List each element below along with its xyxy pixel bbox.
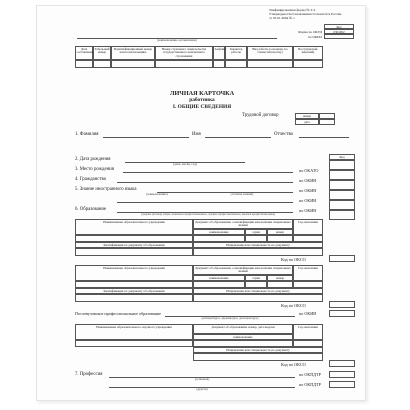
edu3-org-header: Наименование образовательного, научного учреждения	[75, 324, 193, 340]
okpdtr-label-2: по ОКПДТР	[299, 382, 321, 387]
edu1-year-value[interactable]	[293, 235, 323, 242]
postgrad-okin-value[interactable]	[329, 310, 355, 317]
edu3-spec-header: Направление или специальность по документу	[193, 347, 323, 353]
citizenship-label: 4. Гражданство	[75, 177, 107, 182]
lang-hint-name: (наименование)	[146, 192, 168, 196]
edu1-docname-value[interactable]	[193, 235, 245, 242]
edu3-org-value[interactable]	[75, 340, 193, 347]
edu1-number-header: номер	[267, 229, 293, 235]
edu2-number-value[interactable]	[267, 281, 293, 288]
edu1-docname-header: наименование	[193, 229, 245, 235]
okpdtr-value-2[interactable]	[329, 381, 355, 388]
td-snils[interactable]	[155, 60, 213, 68]
org-caption: (наименование организации)	[157, 38, 197, 42]
name-field[interactable]	[205, 137, 271, 138]
edu2-spec-header: Направление или специальность по документу	[193, 288, 323, 294]
edu2-okso-label: Код по ОКСО	[281, 303, 306, 308]
edu1-org-header: Наименование образовательного учреждения	[75, 219, 193, 235]
contract-date-label: дата	[295, 119, 319, 125]
edu1-okso-value[interactable]	[329, 255, 355, 262]
okpdtr-label-1: по ОКПДТР	[299, 372, 321, 377]
td-work-type[interactable]	[247, 60, 293, 68]
language-label: 5. Знание иностранного языка	[75, 187, 137, 192]
edu1-spec-value[interactable]	[193, 248, 323, 256]
education-hint: (среднее (полное) общее, начальное профессиональное, среднее профессиональное, высшее профессиональное)	[140, 213, 276, 216]
edu1-series-header: серия	[245, 229, 267, 235]
edu3-okso-label: Код по ОКСО	[281, 362, 306, 367]
okato-label: по ОКАТО	[299, 168, 319, 173]
edu2-series-value[interactable]	[245, 281, 267, 288]
codes-column-header: Код	[329, 154, 355, 160]
edu2-docname-value[interactable]	[193, 281, 245, 288]
profession-other-hint: (другая)	[196, 387, 208, 391]
personal-card-form	[36, 5, 366, 401]
edu3-okso-value[interactable]	[329, 360, 355, 367]
td-tab-number[interactable]	[93, 60, 111, 68]
okin-label-2: по ОКИН	[299, 198, 317, 203]
contract-label: Трудовой договор	[242, 113, 279, 118]
language-field-2[interactable]	[117, 202, 293, 203]
code-cell-okato[interactable]	[329, 170, 355, 180]
edu1-qual-value[interactable]	[75, 248, 193, 256]
edu1-spec-header: Направление или специальность по документу	[193, 242, 323, 248]
oksm-label: по ОКИН	[299, 178, 317, 183]
th-snils: Номер страхового свидетельства государственного пенсионного страхования	[155, 46, 213, 60]
okud-value: 0301002	[324, 29, 354, 34]
code-cell-birth[interactable]	[329, 160, 355, 170]
td-alphabet[interactable]	[213, 60, 225, 68]
form-note-line: Утверждена Постановлением Госкомстата России	[269, 12, 342, 16]
edu2-series-header: серия	[245, 275, 267, 281]
edu1-series-value[interactable]	[245, 235, 267, 242]
code-cell-lang2[interactable]	[329, 200, 355, 210]
edu2-number-header: номер	[267, 275, 293, 281]
birth-date-hint: (день, месяц, год)	[173, 162, 197, 166]
lang-hint-level: (степень знания)	[230, 192, 254, 196]
code-cell-education[interactable]	[329, 210, 355, 220]
edu3-docname-header: наименование	[193, 334, 293, 340]
edu3-year-header: Год окончания	[293, 324, 323, 340]
code-cell-lang1[interactable]	[329, 190, 355, 200]
education-label: 6. Образование	[75, 207, 107, 212]
form-approval-note	[269, 8, 364, 20]
profession-label: 7. Профессия	[75, 372, 103, 377]
citizenship-field[interactable]	[117, 182, 293, 183]
td-inn[interactable]	[111, 60, 155, 68]
th-tab-number: Табельный номер	[93, 46, 111, 60]
edu2-year-value[interactable]	[293, 281, 323, 288]
th-gender: Пол (мужской, женский)	[293, 46, 323, 60]
okud-label: Форма по ОКУД	[298, 30, 322, 34]
edu3-doc-value[interactable]	[193, 340, 293, 347]
th-alphabet: Алфавит	[213, 46, 225, 60]
surname-label: 1. Фамилия	[75, 132, 99, 137]
td-work-character[interactable]	[225, 60, 247, 68]
contract-number-label: номер	[295, 113, 319, 119]
edu2-org-header: Наименование образовательного учреждения	[75, 265, 193, 281]
edu2-qual-value[interactable]	[75, 294, 193, 302]
profession-main-hint: (основная)	[194, 377, 210, 381]
okpdtr-value-1[interactable]	[329, 371, 355, 378]
edu2-okso-value[interactable]	[329, 301, 355, 308]
edu2-docname-header: наименование	[193, 275, 245, 281]
birth-date-label: 2. Дата рождения	[75, 157, 111, 162]
form-note-line: от 05.01.2004 № 1	[269, 16, 295, 20]
edu3-year-value[interactable]	[293, 340, 323, 347]
okpo-value[interactable]	[324, 34, 354, 39]
edu2-doc-header: Документ об образовании, о квалификации или наличии специальных знаний	[193, 265, 293, 275]
edu2-qual-header: Квалификация по документу об образовании	[75, 288, 193, 294]
section-title: I. ОБЩИЕ СВЕДЕНИЯ	[172, 104, 232, 110]
postgrad-label: Послевузовское профессиональное образование	[75, 311, 161, 316]
edu1-year-header: Год окончания	[293, 219, 323, 235]
name-label: Имя	[192, 132, 201, 137]
birth-place-field[interactable]	[123, 172, 293, 173]
edu2-org-value[interactable]	[75, 281, 193, 288]
td-gender[interactable]	[293, 60, 323, 68]
edu1-number-value[interactable]	[267, 235, 293, 242]
th-work-character: Характер работы	[225, 46, 247, 60]
contract-date-value[interactable]	[319, 119, 335, 125]
okin-label-1: по ОКИН	[299, 188, 317, 193]
code-cell-citizenship[interactable]	[329, 180, 355, 190]
td-date[interactable]	[75, 60, 93, 68]
edu2-year-header: Год окончания	[293, 265, 323, 281]
th-inn: Идентификационный номер налогоплательщика	[111, 46, 155, 60]
edu1-doc-header: Документ об образовании, о квалификации или наличии специальных знаний	[193, 219, 293, 229]
edu3-spec-value[interactable]	[193, 353, 323, 361]
postgrad-hint: (аспирантура, адъюнктура, докторантура)	[201, 316, 259, 320]
postgrad-okin-label: по ОКИН	[299, 311, 317, 316]
edu3-doc-header: Документ об образовании, номер, дата выдачи	[193, 324, 293, 334]
form-note-line: Унифицированная форма № Т-2	[269, 8, 316, 12]
edu1-okso-label: Код по ОКСО	[281, 257, 306, 262]
th-date: Дата составления	[75, 46, 93, 60]
edu2-spec-value[interactable]	[193, 294, 323, 302]
okpo-label: по ОКПО	[308, 35, 322, 39]
card-subtitle: работника	[189, 97, 215, 103]
patronymic-field[interactable]	[299, 137, 349, 138]
surname-field[interactable]	[103, 137, 189, 138]
birth-place-label: 3. Место рождения	[75, 167, 114, 172]
card-title: ЛИЧНАЯ КАРТОЧКА	[169, 90, 235, 97]
edu1-org-value[interactable]	[75, 235, 193, 242]
patronymic-label: Отчество	[274, 132, 294, 137]
kod-header: Код	[324, 24, 354, 29]
edu1-qual-header: Квалификация по документу об образовании	[75, 242, 193, 248]
th-work-type: Вид работы (основная, по совместительству)	[247, 46, 293, 60]
okin-label-3: по ОКИН	[299, 208, 317, 213]
